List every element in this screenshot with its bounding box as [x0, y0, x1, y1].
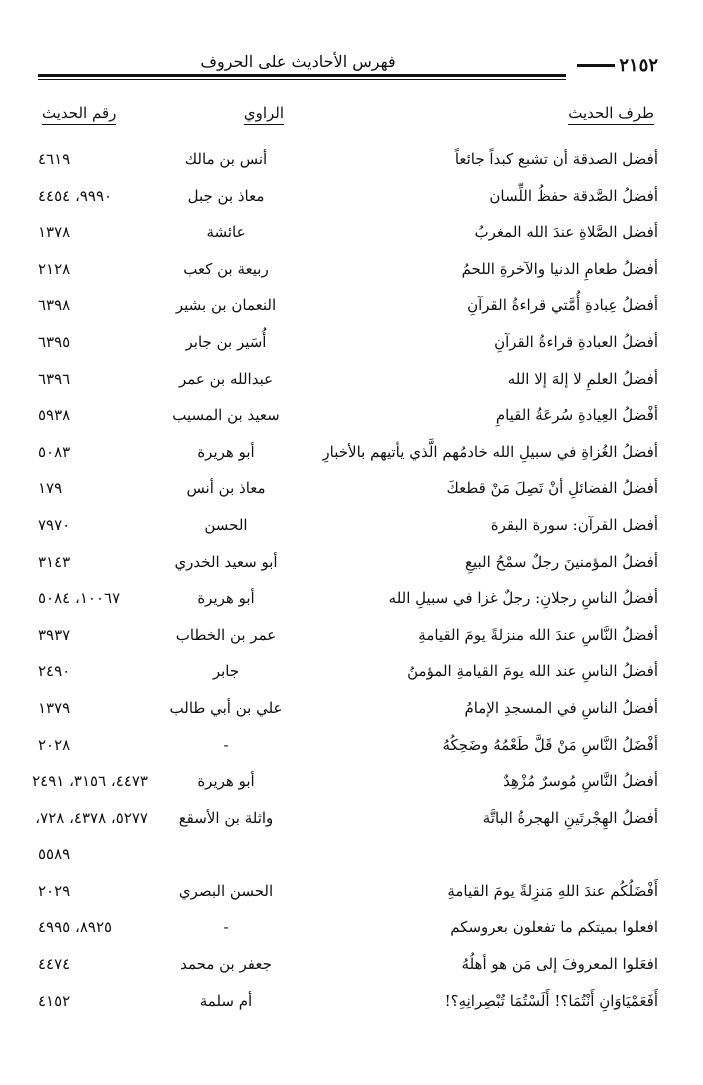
hadith-number: ١٣٧٩ [38, 698, 71, 717]
index-row [38, 988, 658, 1025]
hadith-text: أفضلُ عِبادةِ أُمَّتي قراءةُ القرآنِ [467, 296, 658, 315]
hadith-number: ٢٤٩٠ [38, 662, 71, 681]
narrator-name: سعيد بن المسيب [172, 406, 280, 425]
header-rule [38, 74, 566, 80]
narrator-name: النعمان بن بشير [175, 296, 277, 315]
hadith-number: ٦٣٩٥ [38, 332, 71, 351]
narrator-name: جابر [212, 662, 240, 681]
index-row [38, 256, 658, 293]
index-row [38, 292, 658, 329]
narrator-name: ربيعة بن كعب [183, 259, 269, 278]
hadith-number: ١٠٠٦٧، ٥٠٨٤ [38, 589, 121, 608]
hadith-number: ٣١٤٣ [38, 552, 71, 571]
hadith-number: ٥٥٨٩ [38, 845, 71, 864]
running-title: فهرس الأحاديث على الحروف [200, 52, 396, 71]
hadith-text: أفضلُ الصَّدقة حفظُ اللِّسان [489, 186, 658, 205]
narrator-name: معاذ بن جبل [187, 186, 265, 205]
hadith-number: ٩٩٩٠، ٤٤٥٤ [38, 186, 113, 205]
hadith-text: أفضلُ العبادةِ قراءةُ القرآنِ [494, 332, 658, 351]
hadith-text: أفضلُ النَّاسِ عندَ الله منزلةً يومَ القيامةِ [418, 625, 658, 644]
narrator-name: عمر بن الخطاب [175, 625, 277, 644]
hadith-text: أفْضلُ العِيادةِ سُرعَةُ القيامِ [495, 406, 658, 425]
hadith-text: أَفَعَمْيَاوَانِ أَنْتُمَا؟! أَلَسْتُمَا تُبْصِرانِهِ؟! [444, 991, 658, 1010]
narrator-name: عبدالله بن عمر [178, 369, 274, 388]
hadith-number: ٢٠٢٩ [38, 881, 71, 900]
hadith-number: ٧٩٧٠ [38, 515, 71, 534]
page-header [38, 50, 658, 84]
page-number [577, 55, 658, 76]
index-row [38, 914, 658, 951]
narrator-name: أبو هريرة [197, 589, 255, 608]
hadith-number: ٤٤٧٤ [38, 955, 71, 974]
index-row [38, 732, 658, 769]
column-header-hadith: طرف الحديث [568, 104, 654, 125]
hadith-number: ١٣٧٨ [38, 223, 71, 242]
hadith-number: ٤٤٧٣، ٣١٥٦، ٢٤٩١ [32, 772, 148, 791]
index-row [35, 805, 658, 842]
hadith-number: ٤٦١٩ [38, 150, 71, 168]
narrator-name: أبو هريرة [197, 442, 255, 461]
page-number-text: ٢١٥٢ [619, 55, 658, 76]
hadith-text: افعَلوا المعروفَ إلى مَن هو أهلُهُ [461, 955, 658, 974]
hadith-number: ٤١٥٢ [38, 991, 71, 1010]
narrator-name: الحسن البصري [178, 881, 274, 900]
index-row [38, 951, 658, 988]
narrator-name: علي بن أبي طالب [169, 698, 283, 717]
index-row [38, 622, 658, 659]
index-row [38, 585, 658, 622]
hadith-text: أَفْضَلُكُم عندَ اللهِ مَنزِلةً يومَ القيامةِ [447, 881, 658, 900]
index-row [38, 366, 658, 403]
narrator-name: أبو سعيد الخدري [174, 552, 278, 571]
index-row [38, 439, 658, 476]
narrator-name: أم سلمة [199, 991, 253, 1010]
narrator-name: عائشة [206, 223, 246, 242]
index-row [38, 146, 658, 183]
hadith-number: ٣٩٣٧ [38, 625, 71, 644]
page-number-rule [577, 64, 615, 67]
index-row [38, 658, 658, 695]
index-row [38, 402, 658, 439]
hadith-text: أفضلُ طعامِ الدنيا والآخرةِ اللحمُ [461, 259, 658, 278]
hadith-text: أفضلُ الفضائلِ أنْ تَصِلَ مَنْ قطعكَ [446, 479, 658, 498]
hadith-text: أفضلُ الناسِ في المسجدِ الإمامُ [464, 698, 658, 717]
hadith-text: أفضلُ الناسِ رجلانِ: رجلٌ غزا في سبيلِ الله [388, 589, 658, 608]
column-header-number: رقم الحديث [42, 104, 116, 125]
index-row [32, 768, 658, 805]
narrator-name: جعفر بن محمد [180, 955, 272, 974]
hadith-text: أفضلُ النَّاسِ مُوسرٌ مُزْهِدٌ [503, 772, 658, 791]
hadith-number: ٦٣٩٨ [38, 296, 71, 315]
index-row [38, 549, 658, 586]
hadith-text: أفضل الصَّلاةِ عندَ الله المغربُ [474, 223, 658, 242]
hadith-text: أفضلُ الغُزاةِ في سبيلِ الله خادمُهم الَّذي يأتيهم بالأخبارِ [322, 442, 658, 461]
hadith-text: أفضل الصدقة أن تشبع كبداً جائعاً [454, 150, 658, 168]
hadith-number: ٨٩٢٥، ٤٩٩٥ [38, 918, 113, 937]
narrator-name: أُسَير بن جابر [185, 332, 267, 351]
hadith-text: افعلوا بميتكم ما تفعلون بعروسكم [450, 918, 658, 937]
column-header-narrator: الراوي [244, 104, 284, 125]
narrator-name: واثلة بن الأسقع [178, 808, 274, 827]
narrator-name: - [223, 735, 229, 754]
hadith-number: ٦٣٩٦ [38, 369, 71, 388]
hadith-text: أفضلُ الناسِ عند الله يومَ القيامةِ المؤمنُ [407, 662, 658, 681]
narrator-name: أبو هريرة [197, 772, 255, 791]
index-row [38, 183, 658, 220]
hadith-index-list [32, 146, 658, 1024]
narrator-name: معاذ بن أنس [186, 479, 266, 498]
hadith-number: ٥٩٣٨ [38, 406, 71, 425]
narrator-name: أنس بن مالك [184, 150, 268, 168]
hadith-number: ٢٠٢٨ [38, 735, 71, 754]
index-row [38, 475, 658, 512]
hadith-number: ٥٠٨٣ [38, 442, 71, 461]
index-row [38, 695, 658, 732]
hadith-text: أفْضَلُ النَّاسِ مَنْ قَلَّ طَعْمُهُ وضَحِكُهُ [442, 735, 658, 754]
hadith-text: أفضلُ العلمِ لا إلهَ إلا الله [507, 369, 658, 388]
hadith-number: ٥٢٧٧، ٤٣٧٨، ٧٢٨، [35, 808, 148, 827]
narrator-name: الحسن [204, 515, 248, 534]
hadith-text: أفضلُ المؤمنينَ رجلٌ سمْحُ البيعِ [464, 552, 658, 571]
hadith-number: ١٧٩ [38, 479, 63, 498]
index-row [38, 512, 658, 549]
column-headers [38, 104, 658, 134]
index-row [38, 219, 658, 256]
hadith-text: أفضلُ الهِجْرتَينِ الهجرةُ الباتَّة [482, 808, 658, 827]
index-row [38, 841, 658, 878]
hadith-number: ٢١٢٨ [38, 259, 71, 278]
index-row [38, 329, 658, 366]
hadith-text: أفضل القرآن: سورة البقرة [490, 515, 658, 534]
narrator-name: - [223, 918, 229, 937]
index-row [38, 878, 658, 915]
